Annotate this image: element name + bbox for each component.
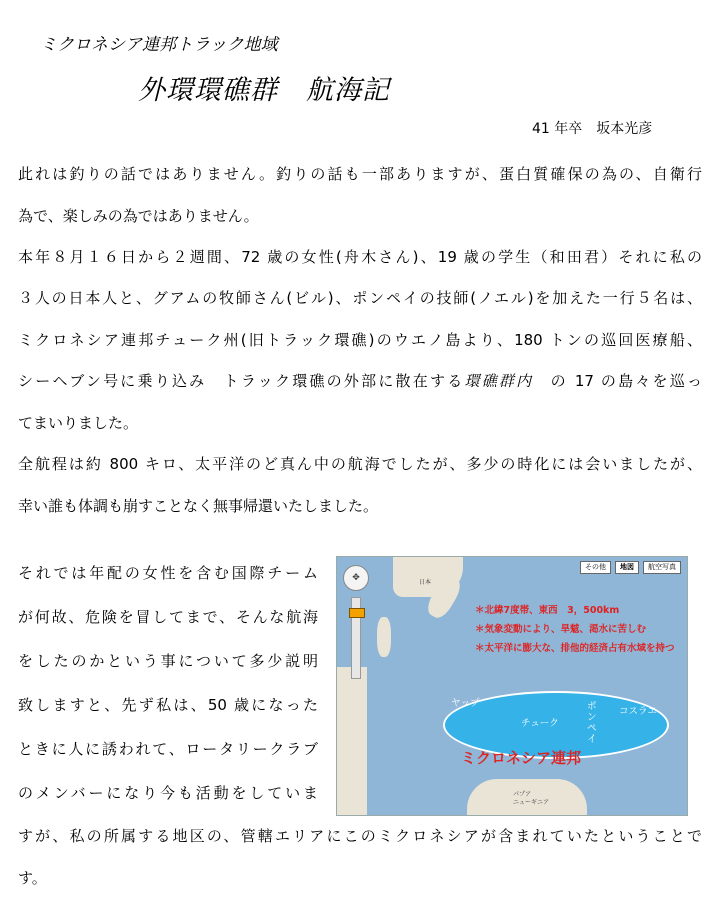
zoom-slider[interactable] [351, 597, 361, 679]
body-line: 幸い誰も体調も崩すことなく無事帰還いたしました。 [18, 497, 379, 515]
body-line: すが、私の所属する地区の、管轄エリアにこのミクロネシアが含まれていたということで [18, 827, 702, 845]
map-label-federation: ミクロネシア連邦 [461, 749, 582, 767]
map-tab-satellite[interactable]: 航空写真 [643, 561, 681, 574]
body-text: シーヘブン号に乗り込み トラック環礁の外部に散在する [18, 372, 465, 390]
body-line: 全航程は約 800 キロ、太平洋のど真ん中の航海でしたが、多少の時化には会いましたが、 [18, 455, 702, 473]
map-note: ＊太平洋に膨大な、排他的経済占有水域を持つ [475, 643, 675, 654]
body-line: のメンバーになり今も活動をしていま [18, 784, 318, 802]
body-line: が何故、危険を冒してまで、そんな航海 [18, 608, 318, 626]
map-tab-other[interactable]: その他 [580, 561, 611, 574]
map-tab-map[interactable]: 地図 [615, 561, 639, 574]
document-title: 外環環礁群 航海記 [138, 75, 390, 106]
body-line: す。 [18, 869, 47, 887]
body-line: 本年８月１６日から２週間、72 歳の女性(舟木さん)、19 歳の学生（和田君）それに私の [18, 248, 702, 266]
map-label-new-guinea: ニューギニア [513, 799, 550, 806]
pan-control-icon[interactable]: ✥ [343, 565, 369, 591]
body-line: ミクロネシア連邦チューク州(旧トラック環礁)のウエノ島より、180 トンの巡回医療船、 [18, 331, 702, 349]
body-line: ３人の日本人と、グアムの牧師さん(ビル)、ポンペイの技師(ノエル)を加えた一行５名は、 [18, 289, 702, 307]
land-philippines [377, 617, 391, 657]
zoom-slider-handle[interactable] [349, 608, 365, 618]
body-line: それでは年配の女性を含む国際チーム [18, 564, 318, 582]
body-line: ときに人に誘われて、ロータリークラブ [18, 740, 318, 758]
document-subtitle: ミクロネシア連邦トラック地域 [40, 35, 278, 55]
map-note: ＊気象変動により、旱魃、渇水に苦しむ [475, 624, 647, 635]
body-text: の 17 の島々を巡っ [533, 372, 703, 390]
author-line: 41 年卒 坂本光彦 [532, 121, 653, 137]
body-line-with-emphasis [18, 370, 702, 391]
map-notes [475, 605, 685, 662]
map-label-chuuk: チューク [521, 718, 559, 729]
map-label-papua: パプア [513, 791, 532, 798]
map-label-pohnpei: ポンペイ [587, 701, 597, 745]
land-indonesia [337, 667, 367, 815]
map-type-tabs [580, 561, 681, 574]
emphasized-text: 環礁群内 [464, 372, 534, 390]
map-label-japan: 日本 [419, 579, 432, 586]
body-line: 為で、楽しみの為ではありません。 [18, 207, 259, 225]
body-line: てまいりました。 [18, 414, 139, 432]
map-label-yap: ヤップ [451, 698, 480, 709]
micronesia-map [336, 556, 688, 816]
map-note: ＊北緯7度帯、東西 3，500km [475, 605, 620, 616]
body-line: をしたのかという事について多少説明 [18, 652, 318, 670]
body-line: 此れは釣りの話ではありません。釣りの話も一部ありますが、蛋白質確保の為の、自衛行 [18, 165, 702, 183]
body-line: 致しますと、先ず私は、50 歳になった [18, 696, 318, 714]
map-label-kosrae: コスラエ [619, 706, 658, 717]
